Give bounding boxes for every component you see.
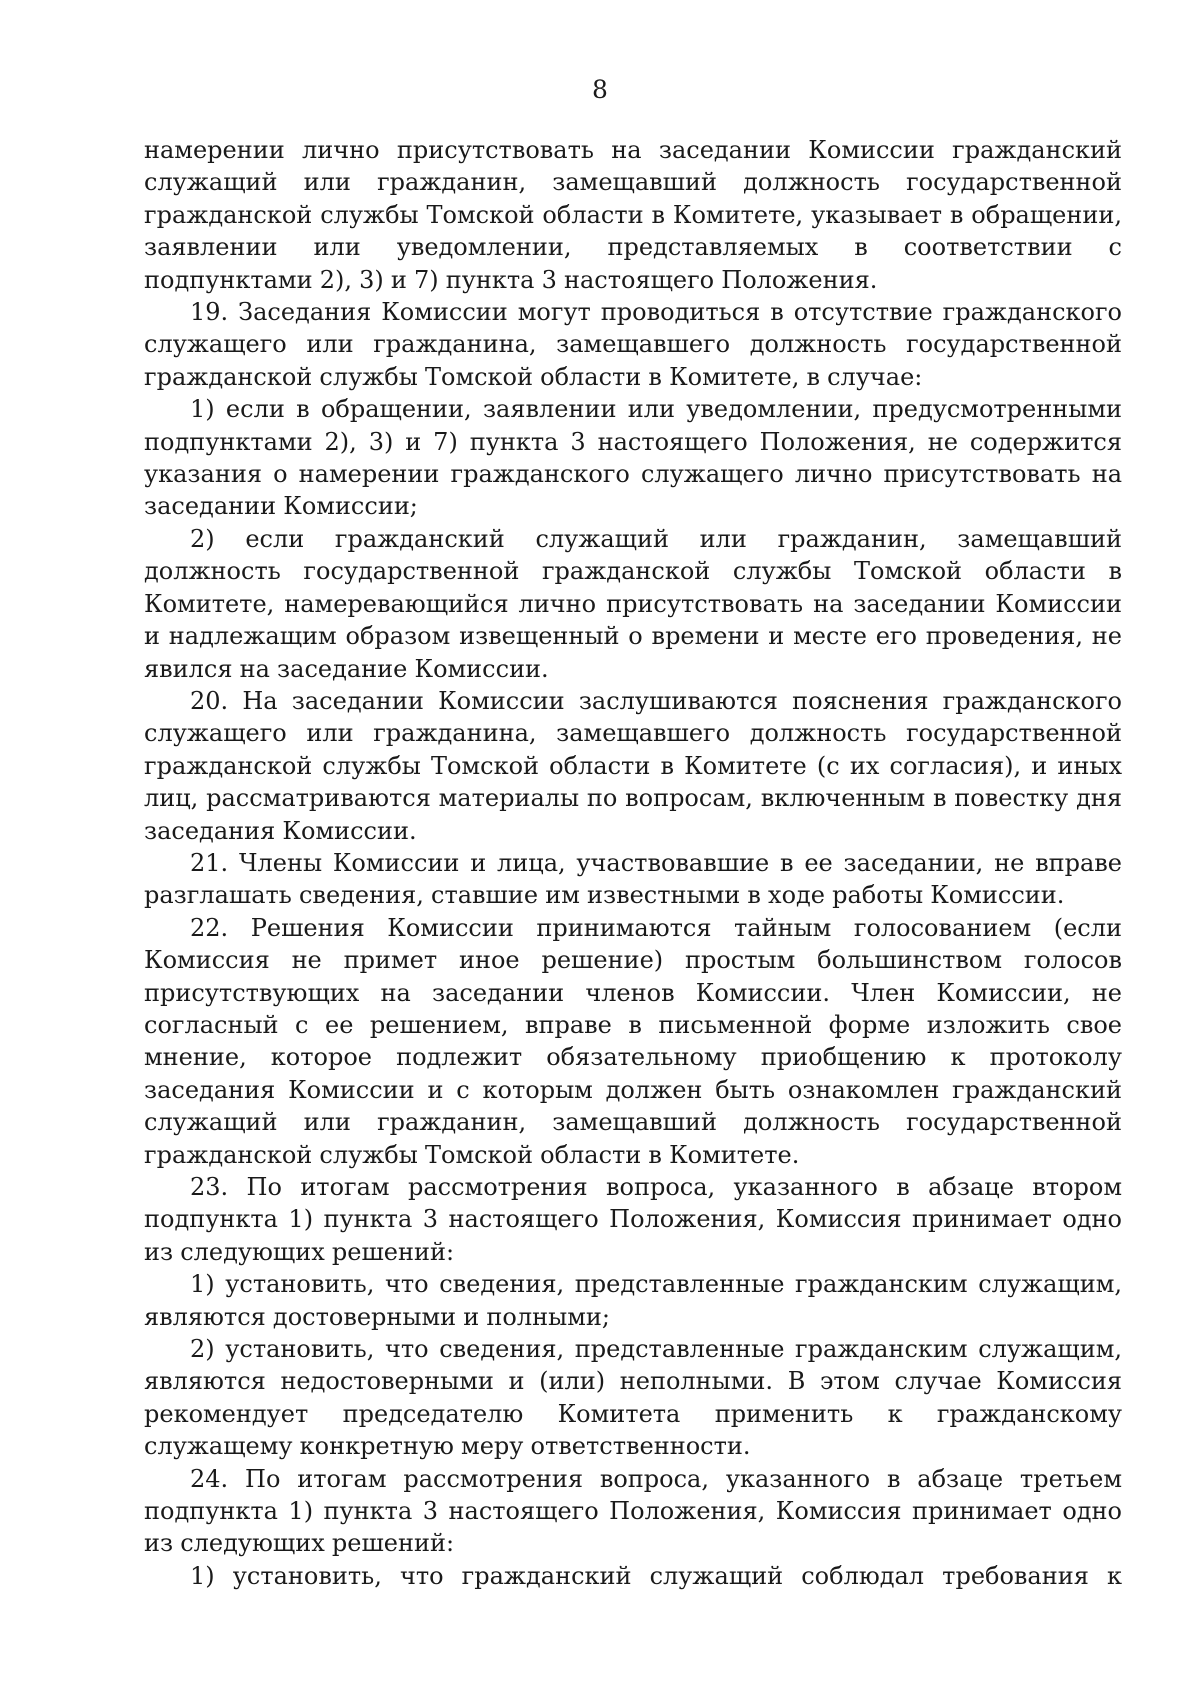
paragraph-19-item-1: 1) если в обращении, заявлении или уведомлении, предусмотренными подпунктами 2), 3) и 7) пункта 3 настоящего Положения, не содержится указания о намерении гражданского служащего лично присутствовать на заседании Комиссии; [144,395,1122,521]
paragraph-24: 24. По итогам рассмотрения вопроса, указанного в абзаце третьем подпункта 1) пункта 3 настоящего Положения, Комиссия принимает одно из следующих решений: [144,1464,1122,1558]
paragraph-22: 22. Решения Комиссии принимаются тайным голосованием (если Комиссия не примет иное решение) простым большинством голосов присутствующих на заседании членов Комиссии. Член Комиссии, не согласный с ее решением, вправе в письменной форме изложить свое мнение, которое подлежит обязательному приобщению к протоколу заседания Комиссии и с которым должен быть ознакомлен гражданский служащий или гражданин, замещавший должность государственной гражданской службы Томской области в Комитете. [144,913,1122,1169]
paragraph-19: 19. Заседания Комиссии могут проводиться в отсутствие гражданского служащего или гражданина, замещавшего должность государственной гражданской службы Томской области в Комитете, в случае: [144,298,1122,391]
paragraph-24-item-1: 1) установить, что гражданский служащий соблюдал требования к [190,1561,1122,1590]
paragraph-20: 20. На заседании Комиссии заслушиваются пояснения гражданского служащего или гражданина, замещавшего должность государственной гражданской службы Томской области в Комитете (с их согласия), и иных лиц, рассматриваются материалы по вопросам, включенным в повестку дня заседания Комиссии. [144,686,1122,845]
paragraph-23-item-1: 1) установить, что сведения, представленные гражданским служащим, являются достоверными и полными; [144,1270,1122,1331]
paragraph-19-item-2: 2) если гражданский служащий или гражданин, замещавший должность государственной гражданской службы Томской области в Комитете, намеревающийся лично присутствовать на заседании Комиссии и надлежащим образом извещенный о времени и месте его проведения, не явился на заседание Комиссии. [144,524,1122,683]
paragraph-continuation: намерении лично присутствовать на заседании Комиссии гражданский служащий или гражданин, замещавший должность государственной гражданской службы Томской области в Комитете, указывает в обращении, заявлении или уведомлении, представляемых в соответствии с подпунктами 2), 3) и 7) пункта 3 настоящего Положения. [144,136,1122,294]
paragraph-23-item-2: 2) установить, что сведения, представленные гражданским служащим, являются недостоверными и (или) неполными. В этом случае Комиссия рекомендует председателю Комитета применить к гражданскому служащему конкретную меру ответственности. [144,1335,1122,1461]
paragraph-21: 21. Члены Комиссии и лица, участвовавшие в ее заседании, не вправе разглашать сведения, ставшие им известными в ходе работы Комиссии. [144,848,1122,910]
page-number: 8 [592,75,608,104]
document-body [144,134,1122,1592]
paragraph-23: 23. По итогам рассмотрения вопроса, указанного в абзаце втором подпункта 1) пункта 3 настоящего Положения, Комиссия принимает одно из следующих решений: [144,1173,1122,1266]
